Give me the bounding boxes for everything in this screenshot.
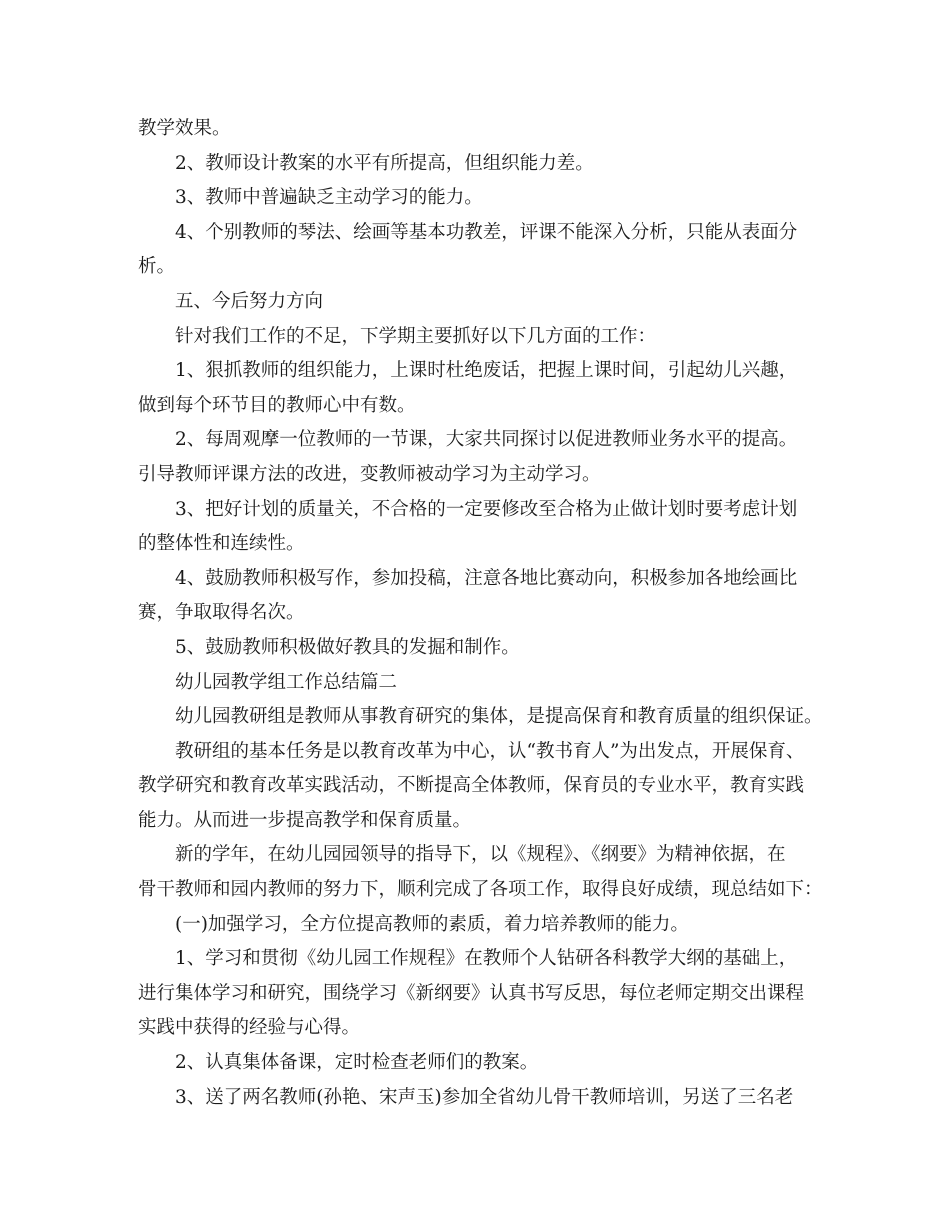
- text-line: 3、送了两名教师(孙艳、宋声玉)参加全省幼儿骨干教师培训，另送了三名老: [175, 1086, 794, 1108]
- text-line: 1、狠抓教师的组织能力，上课时杜绝废话，把握上课时间，引起幼儿兴趣，: [175, 360, 798, 382]
- text-line: 2、认真集体备课，定时检查老师们的教案。: [175, 1052, 539, 1074]
- document-body: [138, 112, 823, 1115]
- text-line: 4、个别教师的琴法、绘画等基本功教差，评课不能深入分析，只能从表面分: [175, 221, 798, 243]
- text-line: 教学效果。: [138, 118, 231, 139]
- text-line: 析。: [138, 256, 176, 278]
- text-line: 5、鼓励教师积极做好教具的发掘和制作。: [175, 636, 520, 658]
- text-line: 引导教师评课方法的改进，变教师被动学习为主动学习。: [138, 463, 601, 485]
- text-line: 教研组的基本任务是以教育改革为中心，认“教书育人”为出发点，开展保育、: [175, 740, 805, 762]
- text-line: 的整体性和连续性。: [138, 533, 305, 555]
- text-line: 针对我们工作的不足，下学期主要抓好以下几方面的工作：: [175, 325, 657, 347]
- text-line: 1、学习和贯彻《幼儿园工作规程》在教师个人钻研各科教学大纲的基础上，: [175, 948, 798, 970]
- text-line: 做到每个环节目的教师心中有数。: [138, 394, 416, 416]
- text-line: 能力。从而进一步提高教学和保育质量。: [138, 809, 472, 831]
- text-line: 2、教师设计教案的水平有所提高，但组织能力差。: [175, 152, 594, 174]
- text-line: 4、鼓励教师积极写作，参加投稿，注意各地比赛动向，积极参加各地绘画比: [175, 567, 798, 589]
- text-line: 赛，争取取得名次。: [138, 602, 305, 624]
- text-line: 实践中获得的经验与心得。: [138, 1017, 361, 1039]
- text-line: 幼儿园教研组是教师从事教育研究的集体，是提高保育和教育质量的组织保证。: [175, 706, 823, 728]
- text-line: 2、每周观摩一位教师的一节课，大家共同探讨以促进教师业务水平的提高。: [175, 429, 798, 451]
- text-line: 3、教师中普遍缺乏主动学习的能力。: [175, 187, 483, 209]
- text-line: 新的学年，在幼儿园园领导的指导下，以《规程》、《纲要》为精神依据，在: [175, 844, 786, 866]
- text-line: 进行集体学习和研究，围绕学习《新纲要》认真书写反思，每位老师定期交出课程: [138, 982, 805, 1004]
- text-line: 教学研究和教育改革实践活动，不断提高全体教师，保育员的专业水平，教育实践: [138, 775, 805, 797]
- text-line: (一)加强学习，全方位提高教师的素质，着力培养教师的能力。: [175, 913, 689, 935]
- text-line: 3、把好计划的质量关，不合格的一定要修改至合格为止做计划时要考虑计划: [175, 498, 798, 520]
- text-line: 幼儿园教学组工作总结篇二: [175, 671, 398, 693]
- text-line: 五、今后努力方向: [175, 290, 324, 312]
- text-line: 骨干教师和园内教师的努力下，顺利完成了各项工作，取得良好成绩，现总结如下：: [138, 879, 823, 901]
